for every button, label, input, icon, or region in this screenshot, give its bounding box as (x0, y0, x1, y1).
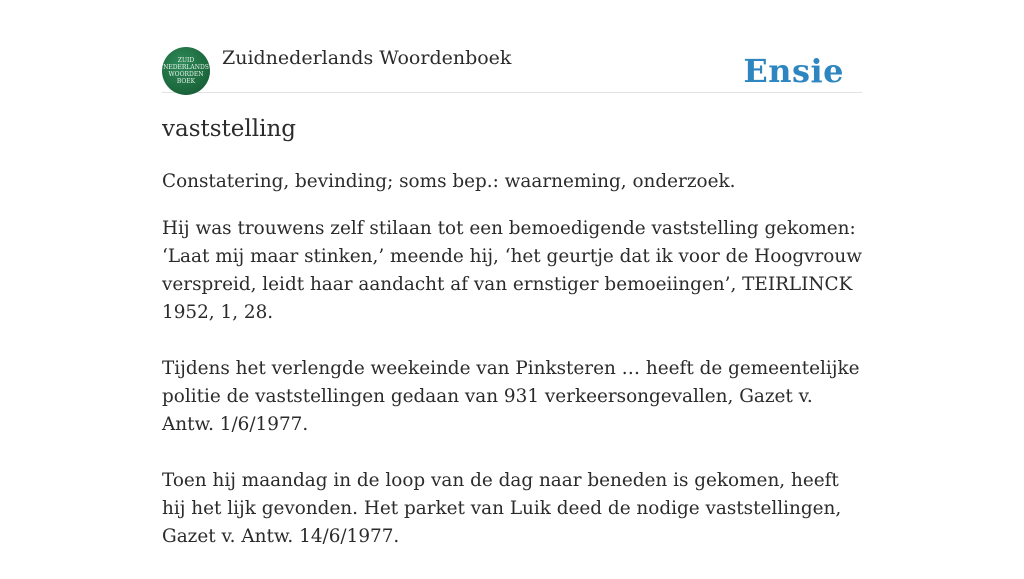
ensie-logo-link[interactable]: Ensie (743, 52, 844, 90)
headword: vaststelling (162, 116, 297, 142)
quote-1: Hij was trouwens zelf stilaan tot een bemoedigende vaststelling gekomen: ‘Laat mij maar stinken,’ meende hij, ‘het geurtje dat ik voor de Hoogvrouw verspreid, leidt haar aandacht af van ernstiger bemoeiingen’, TEIRLINCK 1952, 1, 28. (162, 218, 862, 323)
quote-3: Toen hij maandag in de loop van de dag naar beneden is gekomen, heeft hij het lijk gevonden. Het parket van Luik deed de nodige vaststellingen, Gazet v. Antw. 14/6/1977. (162, 470, 842, 547)
entry-content (162, 168, 862, 579)
header (162, 44, 862, 93)
definition: Constatering, bevinding; soms bep.: waarneming, onderzoek. (162, 171, 736, 192)
quote-2: Tijdens het verlengde weekeinde van Pinksteren … heeft de gemeentelijke politie de vaststellingen gedaan van 931 verkeersongevallen, Gazet v. Antw. 1/6/1977. (162, 358, 860, 435)
dictionary-name-link[interactable]: Zuidnederlands Woordenboek (222, 47, 512, 69)
dictionary-logo[interactable]: ZUID NEDERLANDS WOORDEN BOEK (162, 47, 210, 95)
